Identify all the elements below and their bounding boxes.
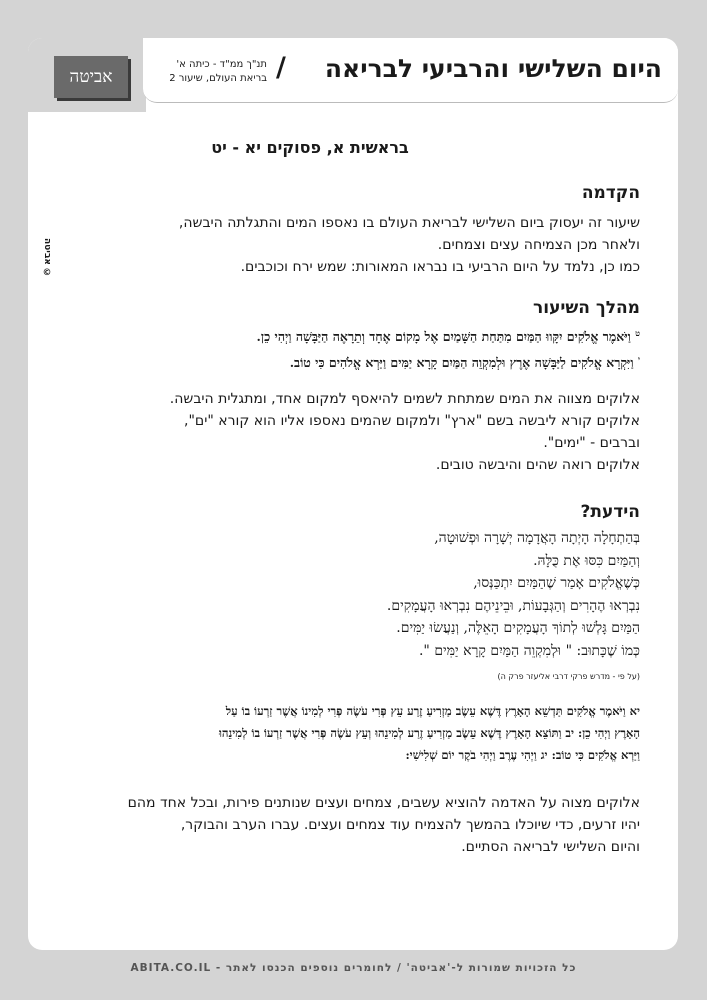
- plants-explanation: [95, 792, 640, 858]
- explanation-line: אלוקים קורא ליבשה בשם "ארץ" ולמקום שהמים נאספו אליו הוא קורא "ים",: [184, 413, 640, 429]
- copyright-mark: אביטה ©: [42, 238, 52, 279]
- verses-block-1: [100, 322, 640, 374]
- footer-copyright: כל הזכויות שמורות ל-'אביטה' / לחומרים נוספים הכנסו לאתר - ABITA.CO.IL: [130, 962, 577, 974]
- intro-heading: הקדמה: [581, 183, 640, 203]
- intro-line: כמו כן, נלמד על היום הרביעי בו נבראו המאורות: שמש ירח וכוכבים.: [240, 259, 640, 275]
- fact-line: בְּהַתְחָלָה הָיְתָה הָאֲדָמָה יְשָׁרָה וּפְשׁוּטָה,: [434, 530, 640, 546]
- explanation-line: והיום השלישי לבריאה הסתיים.: [461, 839, 640, 855]
- page-title: היום השלישי והרביעי לבריאה: [324, 54, 662, 83]
- explanation-line: אלוקים מצווה את המים שמתחת לשמים להיאסף למקום אחד, ומתגלית היבשה.: [169, 391, 640, 407]
- fact-line: הַמַּיִם גָּלְשׁוּ לְתוֹךְ הָעֲמָקִים הָאֵלֶּה, וְנַעֲשׂוּ יַמִּים.: [396, 620, 640, 636]
- verse-line: וַיַּרְא אֱלֹקִים כִּי טוֹב: יג וַיְהִי עֶרֶב וַיְהִי בֹקֶר יוֹם שְׁלִישִׁי:: [405, 748, 640, 762]
- verse: [100, 348, 640, 374]
- did-you-know-heading: הידעת?: [580, 502, 640, 522]
- intro-line: ולאחר מכן הצמיחה עצים וצמחים.: [437, 237, 640, 253]
- explanation-line: וברבים - "ימים".: [543, 435, 640, 451]
- verses-reference: בראשית א, פסוקים יא - יט: [211, 138, 409, 157]
- intro-line: שיעור זה יעסוק ביום השלישי לבריאת העולם בו נאספו המים והתגלתה היבשה,: [178, 215, 640, 231]
- verse-line: יא וַיֹּאמֶר אֱלֹקִים תַּדְשֵׁא הָאָרֶץ דֶּשֶׁא עֵשֶׂב מַזְרִיעַ זֶרַע עֵץ פְּרִי עֹשֶׂה פְּרִי לְמִינוֹ אֲשֶׁר זַרְעוֹ בוֹ עַל: [225, 704, 640, 718]
- title-separator: /: [276, 52, 286, 83]
- explanation-line: יהיו זרעים, כדי שיוכלו בהמשך להצמיח עוד צמחים ועצים. עברו הערב והבוקר,: [180, 817, 640, 833]
- course-grade: תנ"ך ממ"ד - כיתה א': [176, 59, 267, 70]
- verse-text: וַיִּקְרָא אֱלֹקִים לַיַּבָּשָׁה אֶרֶץ וּלְמִקְוֵה הַמַּיִם קָרָא יַמִּים וַיַּרְא אֱלֹהִים כִּי טוֹב.: [289, 355, 634, 371]
- lesson-name: בריאת העולם, שיעור 2: [169, 73, 267, 84]
- fact-line: וְהַמַּיִם כִּסּוּ אֶת כֻּלָּהּ.: [533, 552, 640, 569]
- did-you-know-text: [100, 527, 640, 662]
- lesson-explanation: [100, 388, 640, 476]
- verse-line: הָאָרֶץ וַיְהִי כֵן: יב וַתּוֹצֵא הָאָרֶץ דֶּשֶׁא עֵשֶׂב מַזְרִיעַ זֶרַע לְמִינֵהוּ וְעֵץ עֹשֶׂה פְּרִי אֲשֶׁר זַרְעוֹ בוֹ לְמִינֵהוּ: [218, 726, 640, 740]
- fact-line: כְּשֶׁאֱלֹקִים אָמַר שֶׁהַמַּיִם יִתְכַּנְּסוּ,: [473, 575, 640, 591]
- verse: [100, 322, 640, 348]
- fact-line: כְּמוֹ שֶׁכָּתוּב: " וּלְמִקְוֵה הַמַּיִם קָרָא יַמִּים ".: [418, 642, 640, 659]
- course-info: [157, 58, 267, 86]
- intro-text: [100, 212, 640, 278]
- source-citation: (על פי - מדרש פרקי דרבי אליעזר פרק ה): [497, 672, 640, 681]
- lesson-flow-heading: מהלך השיעור: [533, 298, 640, 318]
- verse-number: ט: [635, 328, 640, 338]
- verses-block-2: [90, 700, 640, 766]
- header-banner: [143, 38, 678, 103]
- explanation-line: אלוקים מצוה על האדמה להוציא עשבים, צמחים ועצים שנותנים פירות, ובכל אחד מהם: [127, 795, 640, 811]
- explanation-line: אלוקים רואה שהים והיבשה טובים.: [435, 457, 640, 473]
- fact-line: נִבְרְאוּ הֶהָרִים וְהַגְּבָעוֹת, וּבֵינֵיהֶם נִבְרְאוּ הָעֲמָקִים.: [386, 597, 640, 614]
- verse-number: י: [637, 354, 640, 365]
- abita-logo: אביטה: [54, 56, 128, 98]
- verse-text: וַיֹּאמֶר אֱלֹקִים יִקָּווּ הַמַּיִם מִתַּחַת הַשָּׁמַיִם אֶל מָקוֹם אֶחָד וְתֵרָאֶה הַיַּבָּשָׁה וַיְהִי כֵן.: [256, 329, 631, 345]
